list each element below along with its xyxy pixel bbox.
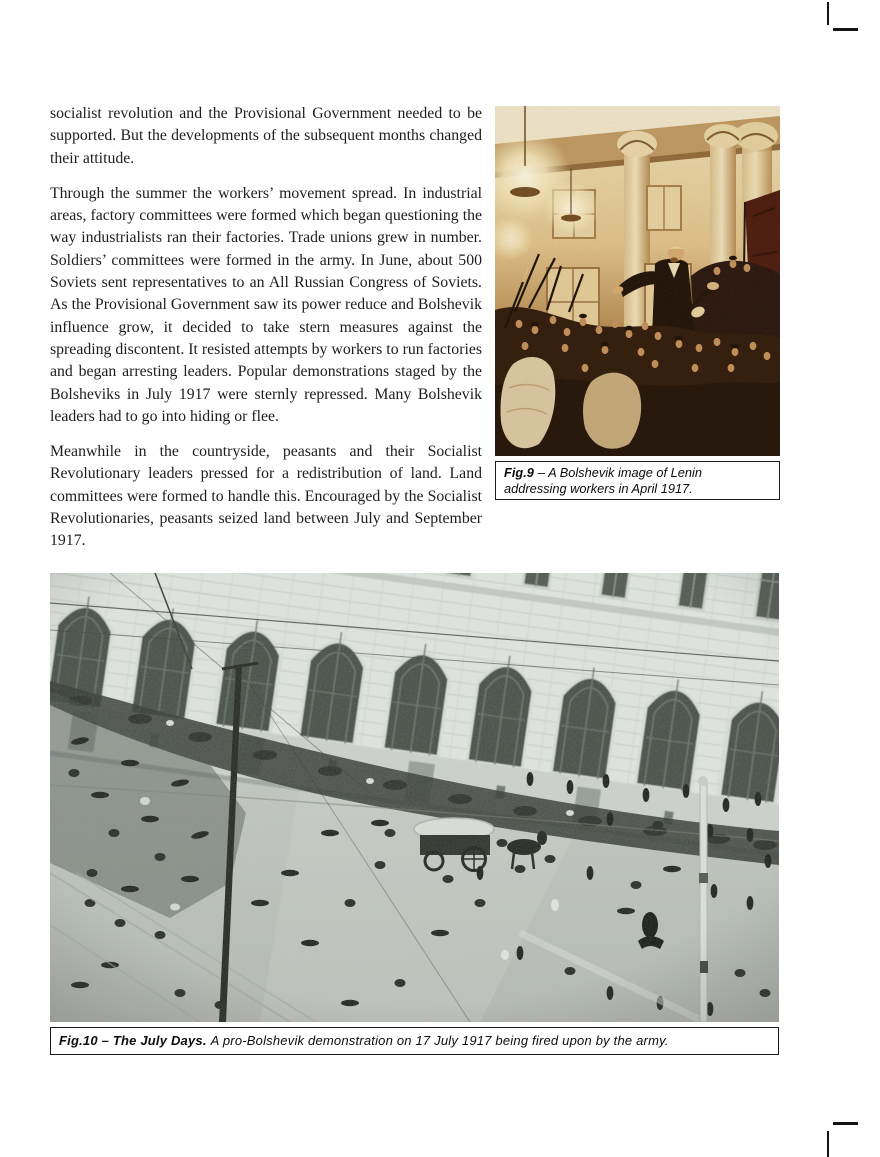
fig10-caption-label: Fig.10 – The July Days.: [59, 1033, 207, 1048]
paragraph: socialist revolution and the Provisional Government needed to be supported. But the developments of the subsequent months changed their attitude.: [50, 105, 482, 167]
fig10-caption: [50, 1027, 779, 1055]
crop-mark-horizontal: [833, 1122, 858, 1125]
paragraph: Through the summer the workers’ movement spread. In industrial areas, factory committees were formed which began questioning the way industrialists ran their factories. Trade unions grew in number. Soldiers’ committees were formed in the army. In June, about 500 Soviets sent representatives to an All Russian Congress of Soviets. As the Provisional Government saw its power reduce and Bolshevik influence grow, it decided to take stern measures against the spreading discontent. It resisted attempts by workers to run factories and began arresting leaders. Popular demonstrations staged by the Bolsheviks in July 1917 were sternly repressed. Many Bolshevik leaders had to go into hiding or flee.: [50, 184, 482, 425]
fig9-caption-label: Fig.9: [504, 465, 534, 480]
fig10-july-days-photo: [50, 573, 779, 1022]
crop-mark-vertical: [827, 2, 829, 25]
body-text-column: [50, 103, 482, 566]
crop-mark-vertical: [827, 1131, 829, 1157]
fig9-lenin-painting: [495, 106, 780, 456]
fig9-caption-text: – A Bolshevik image of Lenin addressing workers in April 1917.: [504, 465, 702, 496]
fig10-caption-text: A pro-Bolshevik demonstration on 17 July 1917 being fired upon by the army.: [210, 1033, 669, 1048]
fig9-caption: [495, 461, 780, 500]
crop-mark-horizontal: [833, 28, 858, 31]
paragraph: Meanwhile in the countryside, peasants and their Socialist Revolutionary leaders pressed for a redistribution of land. Land committees were formed to handle this. Encouraged by the Socialist Revolutionaries, peasants seized land between July and September 1917.: [50, 443, 482, 550]
